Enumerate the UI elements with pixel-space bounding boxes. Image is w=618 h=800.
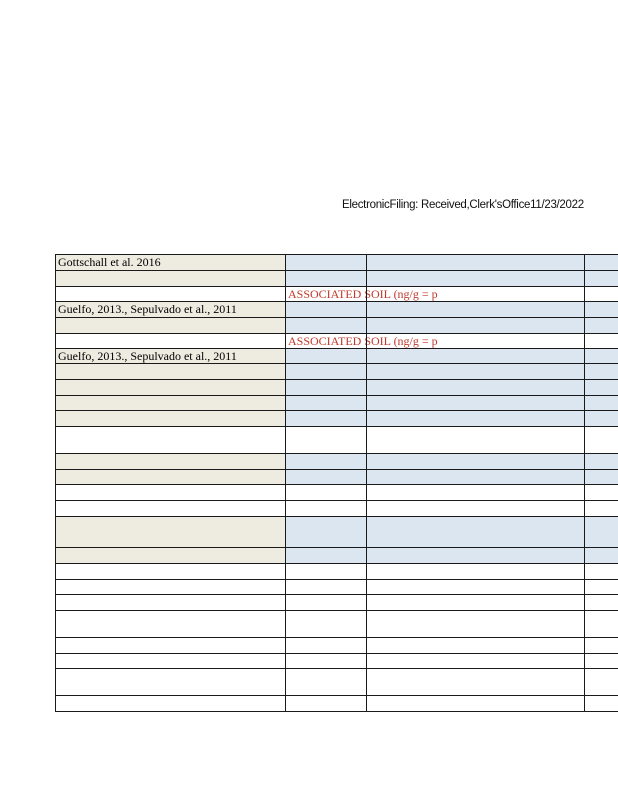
extra-cell	[584, 453, 618, 469]
value-cell	[285, 579, 367, 594]
detail-cell	[366, 453, 585, 469]
value-cell	[285, 395, 367, 410]
extra-cell	[584, 484, 618, 500]
detail-cell	[366, 484, 585, 500]
reference-cell	[55, 653, 286, 668]
reference-cell: Guelfo, 2013., Sepulvado et al., 2011	[55, 348, 286, 363]
value-cell	[285, 637, 367, 653]
extra-cell	[584, 563, 618, 579]
table-row	[55, 317, 618, 333]
table-row	[55, 379, 618, 395]
extra-cell	[584, 500, 618, 516]
value-cell	[285, 317, 367, 333]
table-row	[55, 333, 618, 348]
reference-cell	[55, 453, 286, 469]
electronic-filing-stamp: ElectronicFiling: Received,Clerk'sOffice11/23/2022	[342, 199, 584, 211]
value-cell	[285, 348, 367, 363]
extra-cell	[584, 610, 618, 637]
value-cell	[285, 610, 367, 637]
value-cell	[285, 469, 367, 484]
table-row	[55, 668, 618, 695]
value-cell	[285, 379, 367, 395]
extra-cell	[584, 379, 618, 395]
table-row	[55, 547, 618, 563]
reference-cell	[55, 579, 286, 594]
value-cell	[285, 563, 367, 579]
detail-cell	[366, 594, 585, 610]
table-row	[55, 484, 618, 500]
extra-cell	[584, 695, 618, 711]
reference-cell	[55, 426, 286, 453]
reference-cell	[55, 395, 286, 410]
detail-cell	[366, 469, 585, 484]
detail-cell	[366, 348, 585, 363]
table-row	[55, 363, 618, 379]
reference-cell	[55, 516, 286, 547]
value-cell	[285, 254, 367, 270]
detail-cell	[366, 270, 585, 286]
reference-cell	[55, 695, 286, 711]
value-cell	[285, 301, 367, 317]
table-row	[55, 395, 618, 410]
reference-cell: Guelfo, 2013., Sepulvado et al., 2011	[55, 301, 286, 317]
value-cell	[285, 594, 367, 610]
extra-cell	[584, 594, 618, 610]
extra-cell	[584, 348, 618, 363]
reference-cell	[55, 317, 286, 333]
extra-cell	[584, 410, 618, 426]
detail-cell	[366, 579, 585, 594]
reference-cell	[55, 484, 286, 500]
extra-cell	[584, 547, 618, 563]
table-row	[55, 410, 618, 426]
detail-cell	[366, 363, 585, 379]
detail-cell	[366, 333, 585, 348]
detail-cell	[366, 563, 585, 579]
reference-cell	[55, 270, 286, 286]
reference-cell	[55, 637, 286, 653]
reference-cell	[55, 410, 286, 426]
detail-cell	[366, 317, 585, 333]
table-row	[55, 500, 618, 516]
table-row	[55, 301, 618, 317]
extra-cell	[584, 426, 618, 453]
table-row	[55, 516, 618, 547]
detail-cell	[366, 395, 585, 410]
detail-cell	[366, 610, 585, 637]
detail-cell	[366, 653, 585, 668]
detail-cell	[366, 547, 585, 563]
extra-cell	[584, 637, 618, 653]
extra-cell	[584, 668, 618, 695]
detail-cell	[366, 286, 585, 301]
detail-cell	[366, 379, 585, 395]
value-cell	[285, 453, 367, 469]
extra-cell	[584, 317, 618, 333]
extra-cell	[584, 301, 618, 317]
extra-cell	[584, 395, 618, 410]
extra-cell	[584, 579, 618, 594]
reference-cell	[55, 594, 286, 610]
detail-cell	[366, 426, 585, 453]
extra-cell	[584, 363, 618, 379]
reference-cell	[55, 547, 286, 563]
reference-cell: Gottschall et al. 2016	[55, 254, 286, 270]
extra-cell	[584, 254, 618, 270]
value-cell	[285, 653, 367, 668]
table-row	[55, 469, 618, 484]
detail-cell	[366, 301, 585, 317]
reference-cell	[55, 286, 286, 301]
table-row	[55, 348, 618, 363]
value-cell	[285, 426, 367, 453]
detail-cell	[366, 500, 585, 516]
detail-cell	[366, 410, 585, 426]
value-cell	[285, 410, 367, 426]
spreadsheet-table	[55, 254, 618, 714]
reference-cell	[55, 563, 286, 579]
value-cell	[285, 668, 367, 695]
value-cell	[285, 695, 367, 711]
reference-cell	[55, 363, 286, 379]
table-row	[55, 453, 618, 469]
table-row	[55, 270, 618, 286]
table-bottom-border	[55, 711, 618, 712]
reference-cell	[55, 610, 286, 637]
value-cell	[285, 484, 367, 500]
value-cell	[285, 363, 367, 379]
table-row	[55, 637, 618, 653]
value-cell	[285, 500, 367, 516]
table-row	[55, 426, 618, 453]
table-row	[55, 579, 618, 594]
reference-cell	[55, 333, 286, 348]
table-row	[55, 610, 618, 637]
extra-cell	[584, 653, 618, 668]
value-cell	[285, 516, 367, 547]
reference-cell	[55, 668, 286, 695]
detail-cell	[366, 637, 585, 653]
extra-cell	[584, 286, 618, 301]
reference-cell	[55, 469, 286, 484]
detail-cell	[366, 516, 585, 547]
detail-cell	[366, 668, 585, 695]
extra-cell	[584, 516, 618, 547]
table-row	[55, 653, 618, 668]
table-row	[55, 254, 618, 270]
extra-cell	[584, 333, 618, 348]
value-cell: ASSOCIATED SOIL (ng/g = p	[285, 333, 367, 348]
detail-cell	[366, 695, 585, 711]
table-row	[55, 695, 618, 711]
table-row	[55, 286, 618, 301]
reference-cell	[55, 379, 286, 395]
extra-cell	[584, 469, 618, 484]
reference-cell	[55, 500, 286, 516]
value-cell	[285, 270, 367, 286]
extra-cell	[584, 270, 618, 286]
table-row	[55, 594, 618, 610]
detail-cell	[366, 254, 585, 270]
value-cell: ASSOCIATED SOIL (ng/g = p	[285, 286, 367, 301]
table-row	[55, 563, 618, 579]
value-cell	[285, 547, 367, 563]
